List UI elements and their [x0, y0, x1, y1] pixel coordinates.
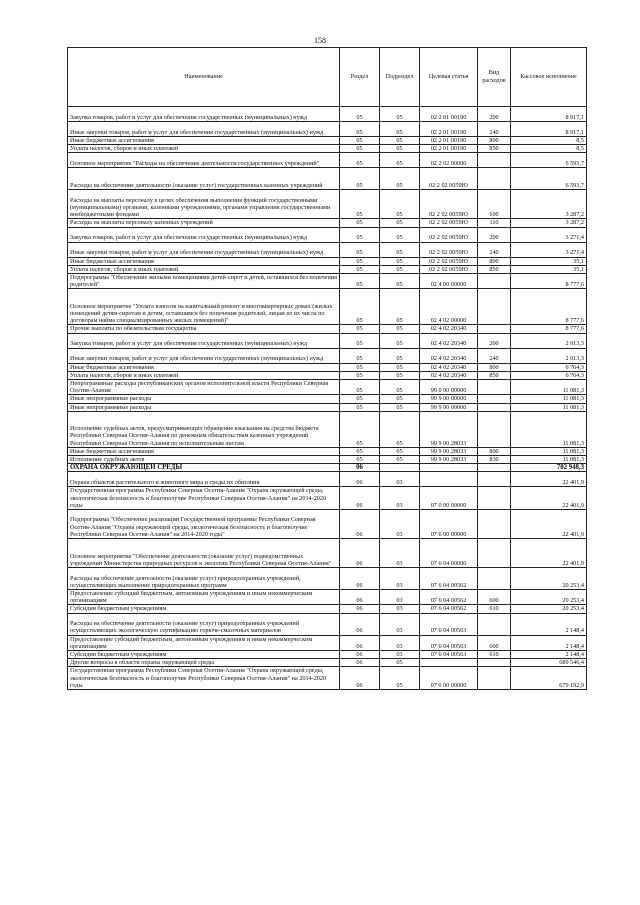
cell-section: 06 [340, 590, 380, 605]
cell-expense-type: 610 [478, 605, 511, 613]
cell-subsection: 05 [380, 447, 420, 455]
cell-target: 02 4 02 20340 [420, 325, 478, 333]
cell-expense-type [478, 539, 511, 568]
cell-amount: 2 148,4 [511, 635, 587, 650]
cell-target: 99 9 00 28033 [420, 456, 478, 464]
cell-subsection: 05 [380, 168, 420, 190]
cell-section: 05 [340, 242, 380, 257]
column-header-target: Целевая статья [420, 48, 478, 107]
cell-expense-type: 240 [478, 122, 511, 137]
cell-name: Расходы на обеспечение деятельности (оказание услуг) природоохранных учреждений осуществляющих экологическую сертификацию горюче-смазочных материалов [68, 613, 340, 635]
cell-expense-type: 200 [478, 333, 511, 348]
cell-subsection: 05 [380, 371, 420, 379]
table-row [68, 333, 587, 348]
column-header-name: Наименование [68, 48, 340, 107]
cell-expense-type: 800 [478, 447, 511, 455]
cell-expense-type [478, 325, 511, 333]
cell-subsection: 05 [380, 145, 420, 153]
table-row [68, 635, 587, 650]
cell-amount: 11 081,3 [511, 403, 587, 411]
cell-name: Уплата налогов, сборов и иных платежей [68, 265, 340, 273]
cell-section: 05 [340, 333, 380, 348]
column-header-subsection: Подраздел [380, 48, 420, 107]
cell-subsection: 05 [380, 333, 420, 348]
cell-name: Иные закупки товаров, работ и услуг для обеспечения государственных (муниципальных) нужд [68, 122, 340, 137]
cell-subsection: 05 [380, 190, 420, 219]
cell-target: 99 9 00 28033 [420, 447, 478, 455]
cell-amount: 2 148,4 [511, 613, 587, 635]
cell-expense-type [478, 568, 511, 590]
cell-amount: 3 271,4 [511, 242, 587, 257]
cell-expense-type: 830 [478, 456, 511, 464]
table-row [68, 265, 587, 273]
cell-target: 02 4 00 00000 [420, 274, 478, 289]
cell-expense-type [478, 168, 511, 190]
cell-name: Расходы на обеспечение деятельности (оказание услуг) государственных казенных учреждений [68, 168, 340, 190]
cell-subsection: 05 [380, 395, 420, 403]
cell-target: 02 4 02 20340 [420, 333, 478, 348]
cell-name: Государственная программа Республики Северная Осетия-Алания "Охрана окружающей среды, экологическая безопасность и благополучие Республики Северная Осетия-Алания" на 2014-2020 годы [68, 667, 340, 690]
table-row [68, 539, 587, 568]
cell-name: Субсидии бюджетным учреждениям [68, 651, 340, 659]
cell-amount: 20 253,4 [511, 590, 587, 605]
cell-section: 06 [340, 667, 380, 690]
cell-subsection: 05 [380, 659, 420, 667]
cell-amount: 22 401,9 [511, 472, 587, 487]
cell-amount: 11 081,3 [511, 380, 587, 395]
cell-section: 06 [340, 651, 380, 659]
table-row [68, 380, 587, 395]
cell-amount: 22 401,9 [511, 539, 587, 568]
cell-subsection: 05 [380, 107, 420, 122]
cell-target: 99 0 00 00000 [420, 380, 478, 395]
cell-amount: 2 013,3 [511, 333, 587, 348]
column-header-amount: Кассовое исполнение [511, 48, 587, 107]
cell-target: 07 6 04 00562 [420, 568, 478, 590]
cell-expense-type [478, 464, 511, 472]
cell-expense-type: 240 [478, 348, 511, 363]
table-row [68, 667, 587, 690]
cell-name: Другие вопросы в области охраны окружающей среды [68, 659, 340, 667]
cell-target: 02 4 02 20340 [420, 348, 478, 363]
cell-subsection: 05 [380, 242, 420, 257]
cell-target: 02 2 01 00190 [420, 137, 478, 145]
cell-target [420, 464, 478, 472]
cell-subsection: 05 [380, 219, 420, 227]
cell-subsection: 03 [380, 590, 420, 605]
cell-subsection [380, 464, 420, 472]
cell-amount: 11 081,3 [511, 395, 587, 403]
table-row [68, 651, 587, 659]
cell-section: 05 [340, 219, 380, 227]
page-number: 158 [314, 36, 326, 45]
cell-amount: 8 777,6 [511, 274, 587, 289]
cell-target: 02 4 02 00000 [420, 289, 478, 325]
table-row [68, 227, 587, 242]
cell-target: 02 2 02 0059Ю [420, 265, 478, 273]
cell-subsection: 03 [380, 613, 420, 635]
cell-subsection: 03 [380, 605, 420, 613]
cell-section: 06 [340, 487, 380, 510]
cell-section: 05 [340, 257, 380, 265]
cell-expense-type: 200 [478, 227, 511, 242]
section-row [68, 464, 587, 472]
cell-section: 06 [340, 613, 380, 635]
cell-target: 02 2 02 0059Ю [420, 219, 478, 227]
cell-target: 99 9 00 28033 [420, 411, 478, 447]
cell-name: Расходы на выплаты персоналу казенных учреждений [68, 219, 340, 227]
cell-name: Подпрограмма "Обеспечение жилыми помещениями детей-сирот и детей, оставшихся без попечения родителей" [68, 274, 340, 289]
table-row [68, 456, 587, 464]
cell-name: Уплата налогов, сборов и иных платежей [68, 145, 340, 153]
cell-section: 05 [340, 122, 380, 137]
cell-name: Основное мероприятие "Уплата взносов на капитальный ремонт в многоквартирных домах (жилых помещений детям-сиротам и детям, оставшимся без попечения родителей, лицам из их числа по договорам найма специализированных жилых помещений)" [68, 289, 340, 325]
cell-section: 05 [340, 348, 380, 363]
cell-expense-type: 600 [478, 590, 511, 605]
cell-name: Иные непрограммные расходы [68, 395, 340, 403]
cell-name: Подпрограмма "Обеспечение реализации Государственной программы Республики Северная Осетия-Алания "Охрана окружающей среды, экологическая безопасность и благополучие Республики Северная Осетия-Алания" на 2014-2020 годы" [68, 510, 340, 539]
cell-expense-type [478, 613, 511, 635]
table-row [68, 137, 587, 145]
cell-subsection: 05 [380, 274, 420, 289]
table-row [68, 510, 587, 539]
cell-expense-type [478, 403, 511, 411]
cell-name: Предоставление субсидий бюджетным, автономным учреждениям и иным некоммерческим организациям [68, 635, 340, 650]
cell-name: Иные бюджетные ассигнования [68, 137, 340, 145]
cell-amount: 11 081,3 [511, 447, 587, 455]
cell-subsection: 05 [380, 348, 420, 363]
cell-expense-type [478, 487, 511, 510]
table-row [68, 371, 587, 379]
table-row [68, 168, 587, 190]
table-row [68, 568, 587, 590]
cell-section: 05 [340, 265, 380, 273]
cell-section: 06 [340, 635, 380, 650]
cell-target: 02 4 02 20340 [420, 371, 478, 379]
cell-amount: 20 253,4 [511, 568, 587, 590]
cell-target: 07 6 04 00563 [420, 613, 478, 635]
cell-expense-type: 110 [478, 219, 511, 227]
cell-target: 07 0 00 00000 [420, 667, 478, 690]
cell-name: Основное мероприятие "Расходы на обеспечение деятельности государственных учреждений" [68, 153, 340, 168]
cell-name: Расходы на обеспечение деятельности (оказание услуг) природоохранных учреждений, осуществляющих выполнение природоохранных программ [68, 568, 340, 590]
table-row [68, 403, 587, 411]
cell-expense-type: 200 [478, 107, 511, 122]
cell-amount: 20 253,4 [511, 605, 587, 613]
cell-expense-type [478, 667, 511, 690]
cell-name: Основное мероприятие "Обеспечение деятельности (оказание услуг) подведомственных учреждений Министерства природных ресурсов и экологии Республики Северная Осетия-Алания" [68, 539, 340, 568]
cell-name: Закупка товаров, работ и услуг для обеспечения государственных (муниципальных) нужд [68, 107, 340, 122]
cell-expense-type [478, 289, 511, 325]
column-header-expense-type: Вид расходов [478, 48, 511, 107]
cell-subsection: 05 [380, 411, 420, 447]
cell-target: 99 9 00 00000 [420, 403, 478, 411]
cell-name: Исполнение судебных актов, предусматривающих обращение взыскания на средства бюджета Республики Северная Осетия-Алания по денежным обязательствам казенных учреждений Республики Северная Осетия-Алания по исполнительным листам [68, 411, 340, 447]
table-row [68, 219, 587, 227]
cell-expense-type [478, 659, 511, 667]
cell-expense-type: 610 [478, 651, 511, 659]
cell-amount: 35,1 [511, 257, 587, 265]
cell-subsection: 05 [380, 667, 420, 690]
cell-section: 05 [340, 403, 380, 411]
cell-subsection: 03 [380, 487, 420, 510]
cell-subsection: 05 [380, 153, 420, 168]
cell-target: 02 2 02 0059Ю [420, 168, 478, 190]
cell-name: Непрограммные расходы республиканских органов исполнительной власти Республики Северная Осетия-Алания [68, 380, 340, 395]
cell-subsection: 05 [380, 122, 420, 137]
cell-amount: 35,1 [511, 265, 587, 273]
cell-expense-type: 850 [478, 265, 511, 273]
cell-section: 05 [340, 395, 380, 403]
cell-target: 07 6 00 00000 [420, 510, 478, 539]
cell-target: 02 2 01 00190 [420, 122, 478, 137]
cell-expense-type [478, 274, 511, 289]
cell-subsection: 05 [380, 265, 420, 273]
cell-section: 05 [340, 447, 380, 455]
table-header-row [68, 48, 587, 107]
cell-amount: 3 287,2 [511, 190, 587, 219]
cell-target: 02 2 02 0059Ю [420, 190, 478, 219]
cell-section: 05 [340, 380, 380, 395]
cell-expense-type: 800 [478, 137, 511, 145]
cell-target [420, 659, 478, 667]
cell-subsection: 05 [380, 227, 420, 242]
cell-name: Иные бюджетные ассигнования [68, 363, 340, 371]
cell-expense-type [478, 510, 511, 539]
table-row [68, 411, 587, 447]
cell-name: Предоставление субсидий бюджетным, автономным учреждениям и иным некоммерческим организациям [68, 590, 340, 605]
table-row [68, 274, 587, 289]
cell-amount: 6 593,7 [511, 168, 587, 190]
cell-subsection: 03 [380, 539, 420, 568]
cell-subsection: 03 [380, 651, 420, 659]
cell-expense-type: 600 [478, 635, 511, 650]
cell-name: ОХРАНА ОКРУЖАЮЩЕЙ СРЕДЫ [68, 464, 340, 472]
cell-target: 99 9 00 00000 [420, 395, 478, 403]
cell-section: 06 [340, 464, 380, 472]
cell-target: 02 2 02 0059Ю [420, 242, 478, 257]
cell-subsection: 05 [380, 380, 420, 395]
cell-section: 05 [340, 107, 380, 122]
cell-expense-type: 800 [478, 363, 511, 371]
table-row [68, 107, 587, 122]
cell-name: Иные непрограммные расходы [68, 403, 340, 411]
cell-amount: 11 081,3 [511, 456, 587, 464]
table-row [68, 153, 587, 168]
cell-name: Охрана объектов растительного и животного мира и среды их обитания [68, 472, 340, 487]
cell-section: 05 [340, 145, 380, 153]
table-row [68, 590, 587, 605]
cell-target: 02 2 01 00190 [420, 145, 478, 153]
cell-expense-type [478, 153, 511, 168]
cell-name: Иные бюджетные ассигнования [68, 447, 340, 455]
cell-subsection: 03 [380, 635, 420, 650]
cell-expense-type: 240 [478, 242, 511, 257]
table-row [68, 190, 587, 219]
table-row [68, 487, 587, 510]
cell-target: 02 2 01 00190 [420, 107, 478, 122]
cell-expense-type [478, 395, 511, 403]
cell-amount: 8 777,6 [511, 289, 587, 325]
cell-section: 05 [340, 227, 380, 242]
cell-amount: 8 777,6 [511, 325, 587, 333]
table-row [68, 242, 587, 257]
table-row [68, 447, 587, 455]
cell-name: Иные закупки товаров, работ и услуг для обеспечения государственных (муниципальных) нужд [68, 348, 340, 363]
cell-amount: 6 764,3 [511, 363, 587, 371]
cell-expense-type: 800 [478, 257, 511, 265]
cell-amount: 2 148,4 [511, 651, 587, 659]
cell-subsection: 05 [380, 403, 420, 411]
cell-amount: 3 271,4 [511, 227, 587, 242]
table-row [68, 363, 587, 371]
cell-subsection: 05 [380, 325, 420, 333]
cell-expense-type: 100 [478, 190, 511, 219]
cell-subsection: 05 [380, 363, 420, 371]
cell-amount: 8,5 [511, 145, 587, 153]
cell-subsection: 03 [380, 568, 420, 590]
cell-amount: 8,5 [511, 137, 587, 145]
table-row [68, 605, 587, 613]
table-row [68, 472, 587, 487]
cell-section: 06 [340, 605, 380, 613]
budget-table [67, 47, 587, 690]
cell-target: 02 2 02 0059Ю [420, 227, 478, 242]
cell-amount: 702 948,3 [511, 464, 587, 472]
cell-section: 05 [340, 411, 380, 447]
cell-section: 06 [340, 472, 380, 487]
cell-name: Исполнение судебных актов [68, 456, 340, 464]
cell-subsection: 03 [380, 510, 420, 539]
cell-subsection: 05 [380, 137, 420, 145]
cell-expense-type [478, 380, 511, 395]
cell-section: 06 [340, 659, 380, 667]
cell-subsection: 05 [380, 257, 420, 265]
table-row [68, 613, 587, 635]
cell-target: 02 4 02 20340 [420, 363, 478, 371]
cell-subsection: 03 [380, 472, 420, 487]
cell-section: 05 [340, 190, 380, 219]
cell-section: 05 [340, 168, 380, 190]
cell-section: 05 [340, 325, 380, 333]
cell-amount: 22 401,9 [511, 487, 587, 510]
cell-amount: 2 013,3 [511, 348, 587, 363]
cell-name: Расходы на выплаты персоналу в целях обеспечения выполнения функций государственными (муниципальными) органами, казенными учреждениями, органами управления государственными внебюджетными фондами [68, 190, 340, 219]
cell-section: 06 [340, 568, 380, 590]
cell-section: 06 [340, 539, 380, 568]
cell-target: 02 2 02 0059Ю [420, 257, 478, 265]
cell-name: Прочие выплаты по обязательствам государства [68, 325, 340, 333]
cell-expense-type [478, 472, 511, 487]
cell-expense-type: 850 [478, 371, 511, 379]
cell-name: Закупка товаров, работ и услуг для обеспечения государственных (муниципальных) нужд [68, 333, 340, 348]
cell-target: 07 6 04 00563 [420, 635, 478, 650]
cell-target: 07 6 04 00000 [420, 539, 478, 568]
cell-amount: 11 081,3 [511, 411, 587, 447]
cell-section: 05 [340, 289, 380, 325]
cell-target: 07 6 04 00562 [420, 590, 478, 605]
cell-subsection: 05 [380, 456, 420, 464]
cell-amount: 8 917,1 [511, 122, 587, 137]
cell-target: 07 6 04 00562 [420, 605, 478, 613]
cell-amount: 6 593,7 [511, 153, 587, 168]
cell-name: Иные закупки товаров, работ и услуг для обеспечения государственных (муниципальных) нужд [68, 242, 340, 257]
table-row [68, 145, 587, 153]
cell-name: Уплата налогов, сборов и иных платежей [68, 371, 340, 379]
cell-section: 06 [340, 510, 380, 539]
cell-amount: 6 764,3 [511, 371, 587, 379]
cell-amount: 689 546,4 [511, 659, 587, 667]
cell-expense-type: 850 [478, 145, 511, 153]
table-row [68, 325, 587, 333]
table-row [68, 122, 587, 137]
cell-name: Иные бюджетные ассигнования [68, 257, 340, 265]
cell-amount: 3 287,2 [511, 219, 587, 227]
table-row [68, 289, 587, 325]
cell-section: 05 [340, 153, 380, 168]
cell-name: Субсидии бюджетным учреждениям [68, 605, 340, 613]
cell-section: 05 [340, 274, 380, 289]
cell-amount: 679 192,9 [511, 667, 587, 690]
table-row [68, 659, 587, 667]
cell-amount: 8 917,1 [511, 107, 587, 122]
table-row [68, 348, 587, 363]
cell-target: 02 2 02 00000 [420, 153, 478, 168]
cell-target: 07 6 04 00563 [420, 651, 478, 659]
cell-amount: 22 401,9 [511, 510, 587, 539]
cell-expense-type [478, 411, 511, 447]
table-row [68, 395, 587, 403]
cell-target [420, 472, 478, 487]
cell-name: Государственная программа Республики Северная Осетия-Алания "Охрана окружающей среды, экологическая безопасность и благополучие Республики Северная Осетия-Алания" на 2014-2020 годы [68, 487, 340, 510]
cell-section: 05 [340, 371, 380, 379]
cell-name: Закупка товаров, работ и услуг для обеспечения государственных (муниципальных) нужд [68, 227, 340, 242]
cell-section: 05 [340, 456, 380, 464]
cell-section: 05 [340, 137, 380, 145]
cell-target: 07 0 00 00000 [420, 487, 478, 510]
table-row [68, 257, 587, 265]
cell-subsection: 05 [380, 289, 420, 325]
table-body [68, 107, 587, 690]
column-header-section: Раздел [340, 48, 380, 107]
cell-section: 05 [340, 363, 380, 371]
